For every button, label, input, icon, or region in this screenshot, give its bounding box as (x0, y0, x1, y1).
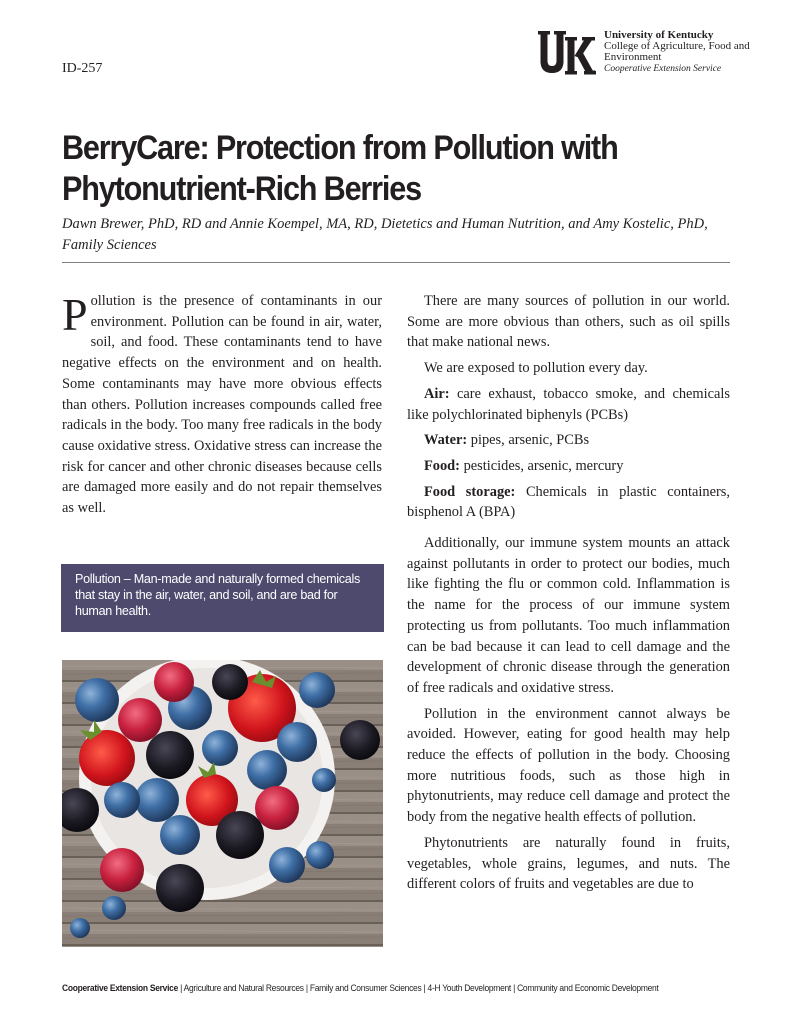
header-divider (62, 262, 730, 263)
page-title: BerryCare: Protection from Pollution with Phytonutrient-Rich Berries (62, 129, 618, 208)
definition-box (61, 564, 384, 632)
exposure-paragraph: We are exposed to pollution every day. (424, 360, 648, 377)
footer-separator: | (305, 983, 310, 993)
intro-paragraph (62, 291, 382, 519)
college-name: College of Agriculture, Food and Environment (604, 40, 750, 63)
source-label: Air: (424, 385, 450, 402)
footer-separator: | (423, 983, 428, 993)
source-text: pesticides, arsenic, mercury (459, 457, 624, 474)
source-text: Chemicals in plastic containers, bisphenol A (BPA) (407, 483, 730, 521)
footer-separator: | (513, 983, 518, 993)
footer-separator: | (180, 983, 184, 993)
footer-item: 4-H Youth Development (427, 983, 512, 993)
berries-photo (62, 660, 383, 947)
source-air (407, 384, 730, 425)
footer-programs (62, 983, 688, 993)
institution-block (604, 30, 784, 75)
source-water (407, 430, 730, 451)
footer-item: Community and Economic Development (517, 983, 659, 993)
footer-lead: Cooperative Extension Service (62, 983, 179, 993)
extension-service-name: Cooperative Extension Service (604, 64, 722, 74)
source-label: Food storage: (424, 483, 516, 500)
authors-line: Dawn Brewer, PhD, RD and Annie Koempel, MA, RD, Dietetics and Human Nutrition, and Amy Kostelic, PhD, Family Sciences (62, 216, 708, 253)
footer-item: Agriculture and Natural Resources (183, 983, 304, 993)
source-label: Water: (424, 432, 468, 449)
source-food (407, 456, 730, 477)
nutrition-paragraph: Pollution in the environment cannot always be avoided. However, eating for good health may help reduce the effects of pollution in the body. Choosing more nutritious foods, such as those high in phytonutrients, may reduce cell damage and protect the body from the negative health effects of pollution. (407, 705, 730, 826)
source-text: care exhaust, tobacco smoke, and chemicals like polychlorinated biphenyls (PCBs) (407, 385, 730, 423)
source-text: pipes, arsenic, PCBs (467, 432, 590, 449)
right-column (407, 291, 730, 900)
left-column (62, 291, 382, 519)
drop-cap: P (62, 289, 88, 340)
document-id: ID-257 (62, 61, 103, 76)
definition-text: Pollution – Man-made and naturally formed chemicals that stay in the air, water, and soil, and are bad for human health. (75, 572, 361, 618)
university-name: University of Kentucky (604, 29, 714, 41)
sources-paragraph: There are many sources of pollution in our world. Some are more obvious than others, such as oil spills that make national news. (407, 293, 730, 351)
berries-image (62, 660, 383, 947)
uk-logo (538, 31, 596, 76)
phytonutrients-paragraph: Phytonutrients are naturally found in fruits, vegetables, whole grains, legumes, and nuts. The different colors of fruits and vegetables are due to (407, 834, 730, 893)
source-food-storage (407, 482, 730, 523)
intro-text: ollution is the presence of contaminants in our environment. Pollution can be found in air, water, soil, and food. These contaminants tend to have negative effects on the environment and on health. Some contaminants may have more obvious effects than others. Pollution increases compounds called free radicals in the body. Too many free radicals in the body cause oxidative stress. Oxidative stress can increase the risk for cancer and other chronic diseases because cells are damaged more easily and do not repair themselves as well. (62, 293, 382, 517)
footer-item: Family and Consumer Sciences (309, 983, 422, 993)
source-label: Food: (424, 457, 460, 474)
immune-paragraph: Additionally, our immune system mounts an attack against pollutants in order to protect our bodies, much like fighting the flu or common cold. Inflammation is the name for the process of our immune system protecting us from pollutants. Too much inflammation can be bad because it can lead to cell damage and the development of chronic disease through the generation of free radicals and oxidative stress. (407, 535, 730, 696)
